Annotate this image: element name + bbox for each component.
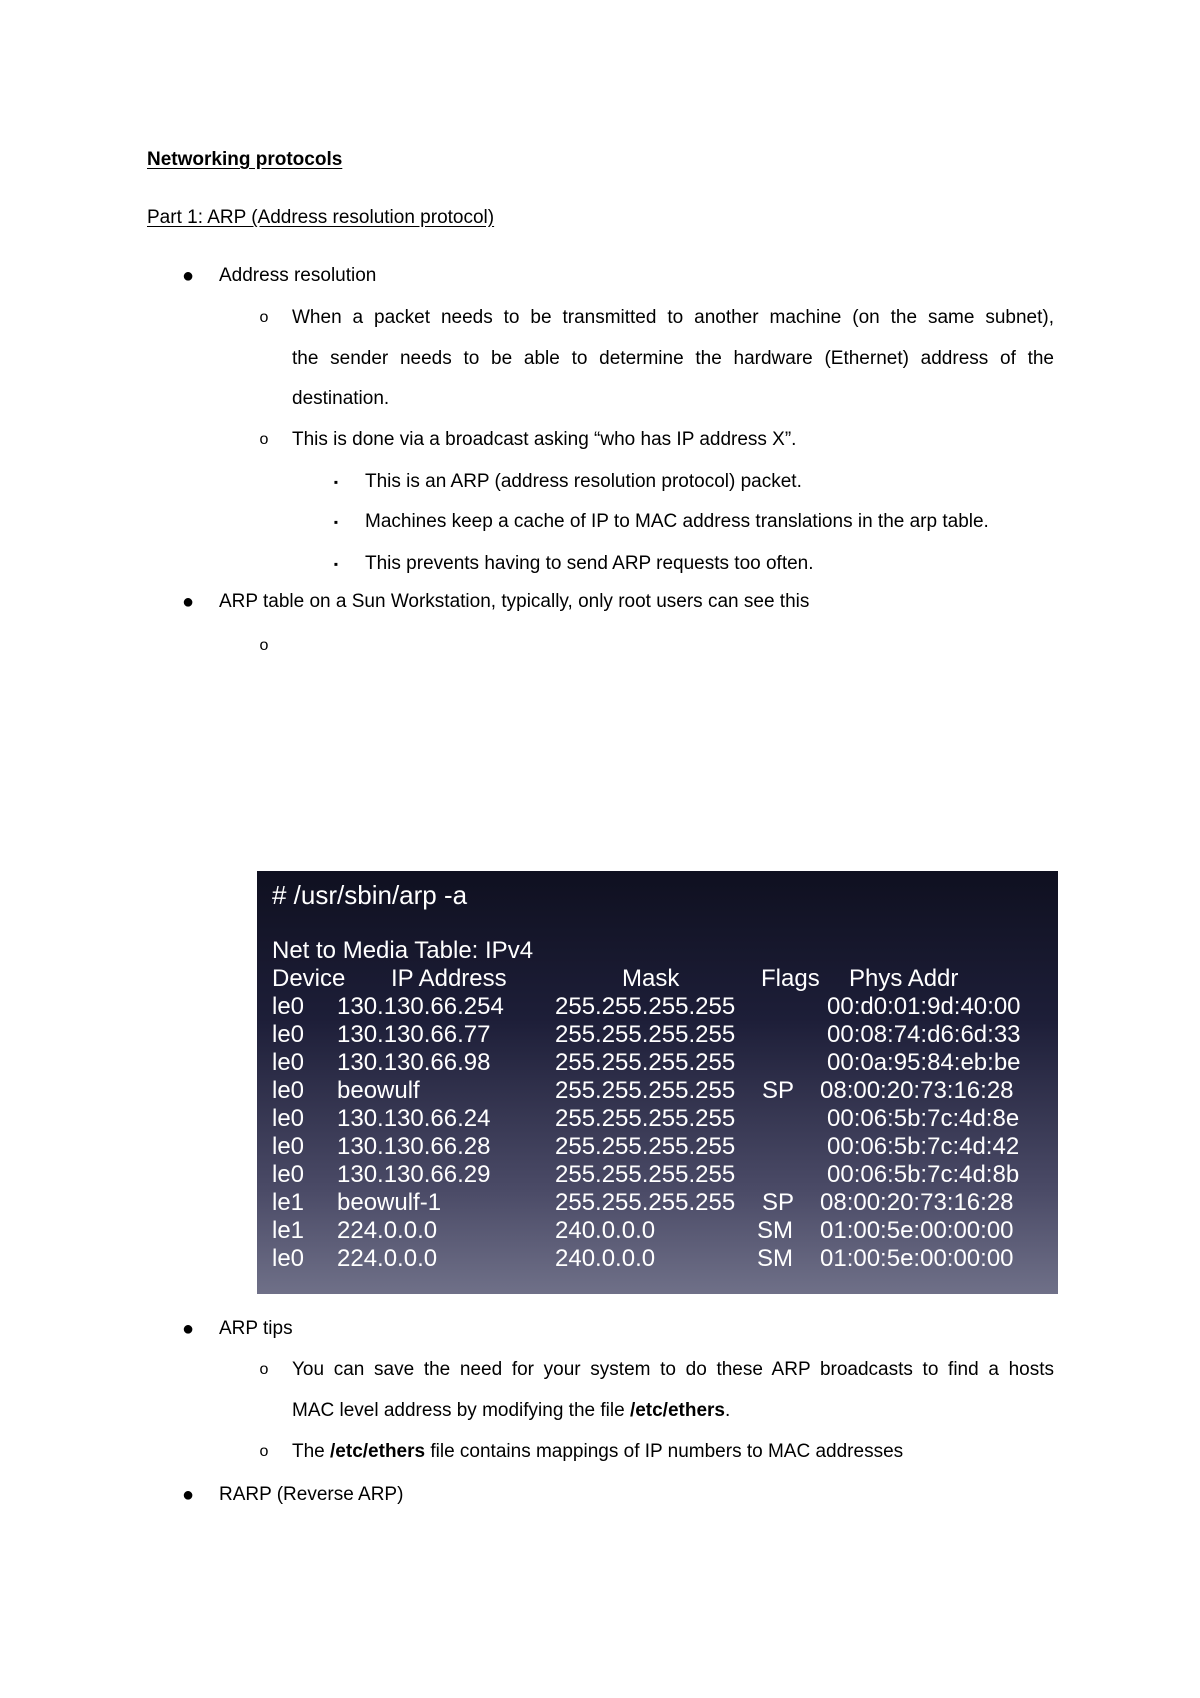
file-path-etc-ethers: /etc/ethers: [629, 1400, 725, 1421]
column-header-ip: IP Address: [391, 965, 507, 992]
arp-cell-mask: 255.255.255.255: [555, 1105, 736, 1132]
arp-cell-ip: 224.0.0.0: [337, 1217, 438, 1244]
bullet-arp-table: ARP table on a Sun Workstation, typically, only root users can see this: [219, 591, 810, 612]
bullet-disc-marker: ●: [181, 1484, 195, 1506]
arp-cell-phys: 01:00:5e:00:00:00: [820, 1217, 1014, 1244]
arp-cell-phys: 00:06:5b:7c:4d:8b: [827, 1161, 1020, 1188]
bullet-arp-tips: ARP tips: [219, 1318, 293, 1339]
arp-cell-mask: 255.255.255.255: [555, 1161, 736, 1188]
arp-cell-mask: 255.255.255.255: [555, 1077, 736, 1104]
file-path-etc-ethers: /etc/ethers: [330, 1441, 426, 1462]
sub-bullet-save-broadcasts: You can save the need for your system to do these ARP broadcasts to find a hosts: [292, 1359, 1054, 1380]
arp-cell-ip: 224.0.0.0: [337, 1245, 438, 1272]
sub-bullet-circle-marker: o: [259, 1361, 269, 1378]
sub-bullet-circle-marker: o: [259, 637, 269, 654]
arp-cell-device: le0: [272, 1245, 305, 1272]
sub-bullet-packet-transmit-cont2: destination.: [292, 388, 390, 409]
arp-cell-ip: 130.130.66.77: [337, 1021, 491, 1048]
text-segment: MAC level address by modifying the file: [292, 1400, 630, 1421]
text-segment: The: [292, 1441, 331, 1462]
bullet-rarp: RARP (Reverse ARP): [219, 1484, 404, 1505]
sub-sub-bullet-arp-cache: Machines keep a cache of IP to MAC address translations in the arp table.: [365, 511, 989, 532]
arp-cell-flags: SP: [762, 1077, 795, 1104]
arp-cell-ip: 130.130.66.98: [337, 1049, 491, 1076]
sub-sub-bullet-square-marker: ▪: [333, 515, 339, 529]
sub-bullet-save-broadcasts-cont: [292, 1399, 730, 1423]
sub-sub-bullet-square-marker: ▪: [333, 557, 339, 571]
text-segment: file contains mappings of IP numbers to MAC addresses: [425, 1441, 904, 1462]
arp-cell-flags: SM: [757, 1217, 793, 1244]
sub-sub-bullet-arp-packet: This is an ARP (address resolution protocol) packet.: [365, 471, 802, 492]
arp-cell-flags: SM: [757, 1245, 793, 1272]
terminal-table-title: Net to Media Table: IPv4: [272, 937, 534, 964]
arp-cell-device: le1: [272, 1189, 305, 1216]
arp-cell-phys: 08:00:20:73:16:28: [820, 1077, 1014, 1104]
sub-bullet-circle-marker: o: [259, 1443, 269, 1460]
column-header-flags: Flags: [761, 965, 820, 992]
sub-bullet-packet-transmit: When a packet needs to be transmitted to another machine (on the same subnet),: [292, 307, 1054, 328]
arp-cell-ip: 130.130.66.29: [337, 1161, 491, 1188]
arp-cell-phys: 00:08:74:d6:6d:33: [827, 1021, 1021, 1048]
sub-bullet-circle-marker: o: [259, 309, 269, 326]
bullet-disc-marker: ●: [181, 1318, 195, 1340]
sub-sub-bullet-square-marker: ▪: [333, 475, 339, 489]
arp-cell-phys: 00:06:5b:7c:4d:42: [827, 1133, 1020, 1160]
arp-cell-ip: beowulf: [337, 1077, 420, 1104]
arp-cell-mask: 240.0.0.0: [555, 1217, 656, 1244]
arp-cell-device: le0: [272, 1161, 305, 1188]
arp-cell-device: le0: [272, 1021, 305, 1048]
text-segment: .: [724, 1400, 731, 1421]
column-header-mask: Mask: [622, 965, 680, 992]
arp-cell-flags: SP: [762, 1189, 795, 1216]
arp-cell-mask: 255.255.255.255: [555, 1021, 736, 1048]
arp-cell-device: le0: [272, 1133, 305, 1160]
sub-sub-bullet-prevents: This prevents having to send ARP requests too often.: [365, 553, 814, 574]
column-header-device: Device: [272, 965, 346, 992]
arp-cell-mask: 255.255.255.255: [555, 993, 736, 1020]
arp-cell-ip: 130.130.66.254: [337, 993, 504, 1020]
sub-bullet-etc-ethers-mapping: [292, 1440, 903, 1464]
arp-cell-phys: 08:00:20:73:16:28: [820, 1189, 1014, 1216]
arp-cell-phys: 00:06:5b:7c:4d:8e: [827, 1105, 1020, 1132]
arp-cell-mask: 240.0.0.0: [555, 1245, 656, 1272]
arp-cell-phys: 00:0a:95:84:eb:be: [827, 1049, 1021, 1076]
arp-cell-device: le0: [272, 1105, 305, 1132]
arp-cell-mask: 255.255.255.255: [555, 1189, 736, 1216]
arp-cell-ip: 130.130.66.24: [337, 1105, 491, 1132]
bullet-disc-marker: ●: [181, 591, 195, 613]
bullet-disc-marker: ●: [181, 265, 195, 287]
sub-bullet-broadcast: This is done via a broadcast asking “who has IP address X”.: [292, 429, 797, 450]
arp-cell-device: le0: [272, 1049, 305, 1076]
column-header-phys: Phys Addr: [849, 965, 959, 992]
arp-cell-ip: beowulf-1: [337, 1189, 442, 1216]
sub-bullet-circle-marker: o: [259, 431, 269, 448]
terminal-command: # /usr/sbin/arp -a: [272, 880, 468, 910]
arp-cell-phys: 00:d0:01:9d:40:00: [827, 993, 1021, 1020]
arp-cell-mask: 255.255.255.255: [555, 1133, 736, 1160]
sub-bullet-packet-transmit-cont: the sender needs to be able to determine the hardware (Ethernet) address of the: [292, 348, 1054, 369]
page-title: Networking protocols: [147, 149, 343, 170]
arp-cell-device: le0: [272, 1077, 305, 1104]
arp-cell-phys: 01:00:5e:00:00:00: [820, 1245, 1014, 1272]
part1-heading: Part 1: ARP (Address resolution protocol): [147, 207, 495, 228]
arp-cell-mask: 255.255.255.255: [555, 1049, 736, 1076]
arp-cell-device: le1: [272, 1217, 305, 1244]
arp-cell-ip: 130.130.66.28: [337, 1133, 491, 1160]
arp-cell-device: le0: [272, 993, 305, 1020]
arp-table-screenshot: [257, 871, 1058, 1294]
bullet-address-resolution: Address resolution: [219, 265, 377, 286]
